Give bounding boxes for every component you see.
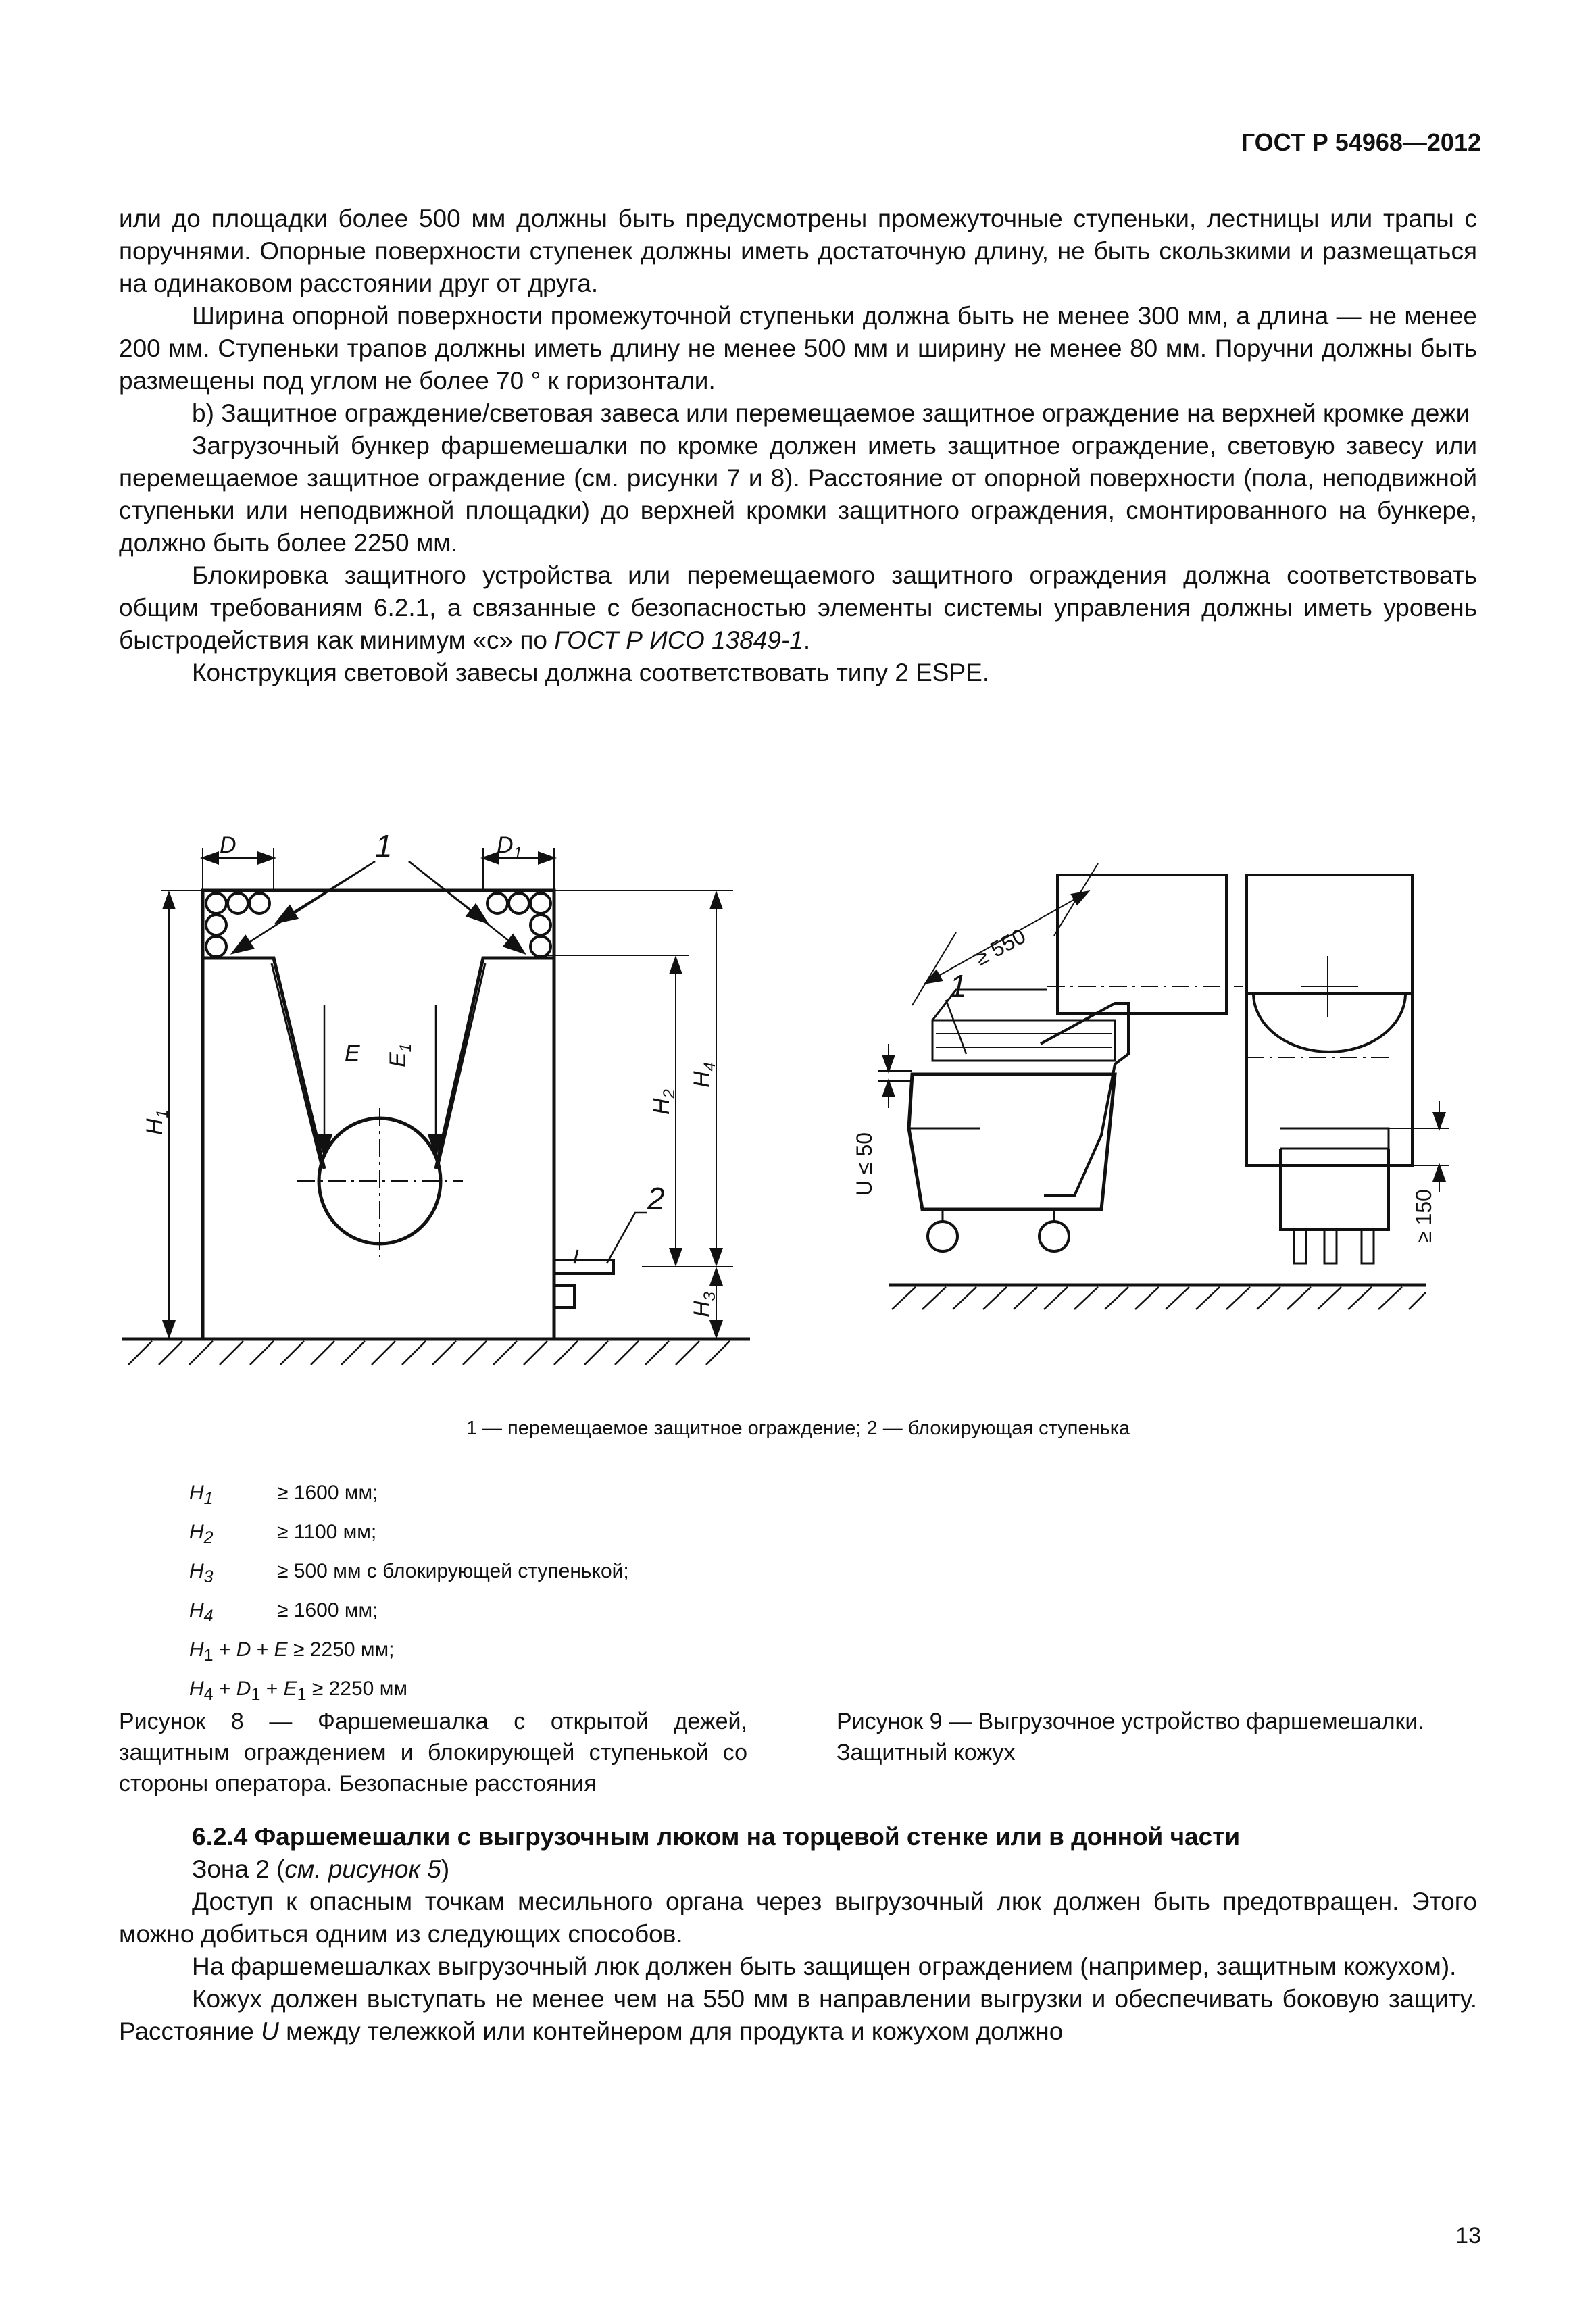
label-H1 bbox=[142, 1109, 172, 1135]
text-run: между тележкой или контейнером для продукта и кожухом должно bbox=[278, 2017, 1064, 2045]
formula-value: ≥ 2250 мм; bbox=[287, 1638, 395, 1661]
dimension-row bbox=[189, 1515, 629, 1555]
dimension-value: ≥ 1600 мм; bbox=[277, 1482, 378, 1504]
dimension-value: ≥ 1600 мм; bbox=[277, 1599, 378, 1621]
callout-1: 1 bbox=[375, 831, 393, 863]
symbol: H bbox=[189, 1599, 204, 1621]
label-text: H bbox=[689, 1301, 715, 1317]
paragraph: Доступ к опасным точкам месильного органа через выгрузочный люк должен быть предотвращен. Этого можно добиться одним из следующих способов. bbox=[119, 1888, 1477, 1948]
subscript: 1 bbox=[251, 1685, 261, 1704]
dimension-row bbox=[189, 1555, 629, 1594]
label-D1 bbox=[497, 832, 522, 862]
symbol: H bbox=[189, 1560, 204, 1582]
text-run: Кожух должен выступать не менее чем на 550 мм в направлении выгрузки и обеспечивать боковую защиту. Расстояние bbox=[119, 1985, 1477, 2045]
dimension-row bbox=[189, 1476, 629, 1515]
text-run: Блокировка защитного устройства или перемещаемого защитного ограждения должна соответствовать общим требованиям 6.2.1, а связанные с безопасностью элементы системы управления должны иметь уровень быстродействия как минимум «с» по bbox=[119, 561, 1477, 654]
label-H3 bbox=[689, 1291, 719, 1317]
label-sub: 1 bbox=[153, 1109, 172, 1119]
label-sub: 4 bbox=[701, 1062, 719, 1072]
subscript: 1 bbox=[203, 1646, 214, 1665]
subscript: 1 bbox=[297, 1685, 307, 1704]
text-run: . bbox=[803, 626, 811, 654]
section-title: 6.2.4 Фаршемешалки с выгрузочным люком на торцевой стенке или в донной части bbox=[192, 1823, 1241, 1851]
symbol: H bbox=[189, 1482, 204, 1504]
dimension-symbol bbox=[189, 1476, 277, 1515]
paragraph: Загрузочный бункер фаршемешалки по кромке должен иметь защитное ограждение, световую завесу или перемещаемое защитное ограждение (см. рисунки 7 и 8). Расстояние от опорной поверхности (пола, неподвижной ступеньки или неподвижной площадки) до верхней кромки защитного ограждения, смонтированного на бункере, должно быть более 2250 мм. bbox=[119, 432, 1477, 557]
figure-legend: 1 — перемещаемое защитное ограждение; 2 — блокирующая ступенька bbox=[466, 1417, 1130, 1439]
body-text bbox=[119, 203, 1477, 689]
label-sub: 1 bbox=[513, 844, 522, 862]
label-text: D bbox=[497, 832, 514, 858]
symbol: U bbox=[261, 2017, 279, 2045]
dimension-symbol bbox=[189, 1555, 277, 1594]
section-6-2-4 bbox=[119, 1821, 1477, 2048]
document-id: ГОСТ Р 54968—2012 bbox=[1241, 128, 1481, 156]
symbol: H bbox=[189, 1678, 204, 1700]
paragraph: Конструкция световой завесы должна соответствовать типу 2 ESPE. bbox=[192, 659, 990, 686]
label-text: H bbox=[689, 1071, 715, 1088]
formula-row: $H_1 + D + E \ge 2250$ мм; bbox=[189, 1638, 395, 1665]
figure-9-caption: Рисунок 9 — Выгрузочное устройство фаршемешалки. Защитный кожух bbox=[837, 1709, 1424, 1765]
figure-reference: см. рисунок 5 bbox=[284, 1855, 441, 1883]
label-sub: 1 bbox=[397, 1042, 415, 1053]
subscript: 4 bbox=[203, 1685, 214, 1704]
label-text: H bbox=[649, 1098, 674, 1115]
paragraph: b) Защитное ограждение/световая завеса или перемещаемое защитное ограждение на верхней кромке дежи bbox=[192, 399, 1470, 427]
dimension-row bbox=[189, 1594, 629, 1633]
paragraph bbox=[119, 1983, 1477, 2048]
subscript: 3 bbox=[203, 1567, 214, 1586]
symbol: H bbox=[189, 1638, 204, 1661]
label-text: E bbox=[385, 1052, 411, 1067]
dimension-list bbox=[189, 1476, 629, 1711]
paragraph bbox=[119, 559, 1477, 657]
formula-row: $H_4 + D_1 + E_1 \ge 2250$ мм bbox=[189, 1678, 407, 1704]
symbol: E bbox=[274, 1638, 288, 1661]
symbol: D bbox=[236, 1638, 251, 1661]
figures bbox=[101, 831, 1493, 1399]
subscript: 4 bbox=[203, 1607, 214, 1626]
dimension-U: U ≤ 50 bbox=[852, 1132, 876, 1196]
paragraph: Ширина опорной поверхности промежуточной ступеньки должна быть не менее 300 мм, а длина — не менее 200 мм. Ступеньки трапов должны иметь длину не менее 500 мм и ширину не менее 80 мм. Поручни должны быть размещены под углом не более 70 ° к горизонтали. bbox=[119, 302, 1477, 395]
dimension-symbol bbox=[189, 1515, 277, 1555]
subscript: 1 bbox=[203, 1489, 214, 1508]
label-E: E bbox=[345, 1040, 360, 1066]
label-text: H bbox=[142, 1118, 168, 1135]
symbol: E bbox=[283, 1678, 297, 1700]
label-H2 bbox=[649, 1089, 678, 1115]
figure-9 bbox=[878, 863, 1449, 1309]
standard-reference: ГОСТ Р ИСО 13849-1 bbox=[554, 626, 803, 654]
symbol: D bbox=[236, 1678, 251, 1700]
paragraph: На фаршемешалках выгрузочный люк должен быть защищен ограждением (например, защитным кожухом). bbox=[192, 1953, 1457, 1980]
dimension-value: ≥ 1100 мм; bbox=[277, 1521, 377, 1543]
label-sub: 3 bbox=[701, 1292, 719, 1301]
formula-value: ≥ 2250 мм bbox=[306, 1678, 407, 1700]
callout-1: 1 bbox=[949, 968, 967, 1003]
text-run: Зона 2 ( bbox=[192, 1855, 285, 1883]
dimension-150: ≥ 150 bbox=[1412, 1189, 1436, 1243]
label-sub: 2 bbox=[660, 1089, 678, 1099]
figure-8-caption: Рисунок 8 — Фаршемешалка с открытой дежей, защитным ограждением и блокирующей ступенькой со стороны оператора. Безопасные расстояния bbox=[119, 1709, 747, 1796]
label-D: D bbox=[220, 832, 236, 858]
subscript: 2 bbox=[203, 1528, 214, 1547]
dimension-550: ≥ 550 bbox=[970, 923, 1030, 971]
text-run: ) bbox=[441, 1855, 450, 1883]
callout-2: 2 bbox=[647, 1181, 665, 1216]
dimension-value: ≥ 500 мм с блокирующей ступенькой; bbox=[277, 1560, 629, 1582]
dimension-symbol bbox=[189, 1594, 277, 1633]
page-number: 13 bbox=[1455, 2223, 1481, 2248]
symbol: H bbox=[189, 1521, 204, 1543]
label-E1 bbox=[385, 1043, 415, 1067]
label-H4 bbox=[689, 1062, 719, 1088]
paragraph: или до площадки более 500 мм должны быть предусмотрены промежуточные ступеньки, лестницы или трапы с поручнями. Опорные поверхности ступенек должны иметь достаточную длину, не быть скользкими и размещаться на одинаковом расстоянии друг от друга. bbox=[119, 205, 1477, 297]
zone-line bbox=[119, 1853, 1477, 1886]
